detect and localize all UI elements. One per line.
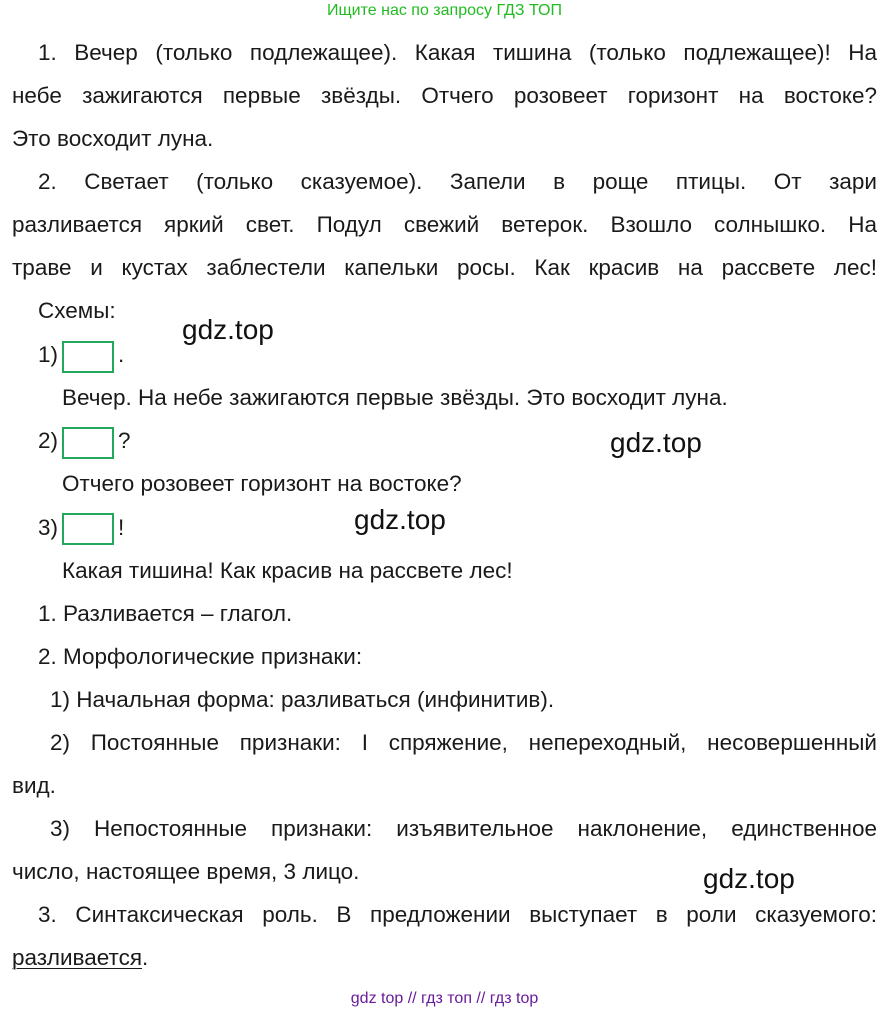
ex2-line-3: траве и кустах заблестели капельки росы. Как красив на рассвете лес! (12, 255, 877, 280)
footer-links: gdz top // гдз топ // гдз top (350, 990, 539, 1007)
scheme-2-example: Отчего розовеет горизонт на востоке? (62, 471, 462, 496)
analysis-part-of-speech: 1. Разливается – глагол. (38, 601, 293, 626)
scheme-1-box (62, 341, 114, 373)
sentence-end: . (142, 945, 149, 970)
ex2-line-2: разливается яркий свет. Подул свежий ветерок. Взошло солнышко. На (12, 212, 877, 237)
analysis-initial-form: 1) Начальная форма: разливаться (инфинитив). (50, 687, 555, 712)
analysis-syntactic-role: 3. Синтаксическая роль. В предложении выступает в роли сказуемого: (38, 902, 877, 927)
ex1-line-2: небе зажигаются первые звёзды. Отчего розовеет горизонт на востоке? (12, 83, 877, 108)
scheme-2-punct: ? (118, 428, 131, 453)
ex1-line-1: 1. Вечер (только подлежащее). Какая тишина (только подлежащее)! На (38, 40, 877, 65)
watermark: gdz.top (182, 314, 274, 345)
analysis-variable-features-2: число, настоящее время, 3 лицо. (12, 859, 360, 884)
analysis-variable-features-1: 3) Непостоянные признаки: изъявительное наклонение, единственное (50, 816, 877, 841)
watermark: gdz.top (354, 504, 446, 535)
scheme-1-number: 1) (38, 342, 59, 367)
top-banner: Ищите нас по запросу ГДЗ ТОП (327, 2, 562, 19)
ex1-line-3: Это восходит луна. (12, 126, 214, 151)
scheme-3-punct: ! (118, 515, 125, 540)
scheme-1-example: Вечер. На небе зажигаются первые звёзды. Это восходит луна. (62, 385, 728, 410)
scheme-3-example: Какая тишина! Как красив на рассвете лес! (62, 558, 513, 583)
scheme-3-box (62, 513, 114, 545)
scheme-2-number: 2) (38, 428, 59, 453)
scheme-3-number: 3) (38, 515, 59, 540)
analysis-constant-features-2: вид. (12, 773, 56, 798)
predicate-word: разливается (12, 945, 143, 970)
analysis-constant-features-1: 2) Постоянные признаки: I спряжение, непереходный, несовершенный (50, 730, 877, 755)
schemes-title: Схемы: (38, 298, 116, 323)
analysis-morph-heading: 2. Морфологические признаки: (38, 644, 363, 669)
ex2-line-1: 2. Светает (только сказуемое). Запели в роще птицы. От зари (38, 169, 877, 194)
scheme-2-box (62, 427, 114, 459)
watermark: gdz.top (610, 427, 702, 458)
watermark: gdz.top (703, 863, 795, 894)
analysis-syntactic-role-word (12, 945, 148, 971)
scheme-1-punct: . (118, 342, 125, 367)
